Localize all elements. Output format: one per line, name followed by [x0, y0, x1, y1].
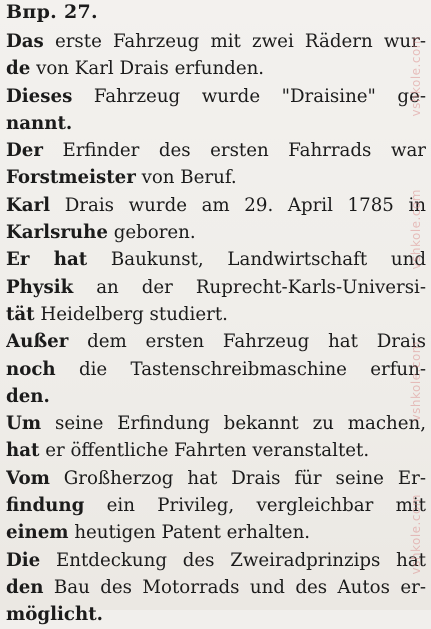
text-line: [6, 219, 426, 246]
text-line: [6, 83, 426, 110]
line-text: von Beruf.: [135, 167, 237, 189]
line-lead-word: Das: [6, 31, 44, 52]
text-line: [6, 547, 426, 574]
watermark: [401, 0, 431, 610]
line-text: erste Fahrzeug mit zwei Rädern wur-: [43, 31, 426, 52]
line-text: seine Erfindung bekannt zu machen,: [41, 413, 426, 435]
line-text: Bau des Motorrads und des Autos er-: [43, 576, 426, 598]
line-text: von Karl Drais erfunden.: [30, 58, 265, 80]
line-lead-word: de: [6, 58, 31, 80]
text-line: [6, 465, 426, 492]
text-line: [6, 492, 426, 519]
line-lead-word: möglicht.: [6, 604, 103, 626]
watermark-text: vshkole.com: [409, 493, 423, 574]
line-lead-word: Außer: [6, 331, 69, 353]
line-text: Baukunst, Landwirtschaft und: [87, 249, 426, 271]
text-line: [6, 383, 426, 410]
line-lead-word: einem: [6, 522, 69, 544]
text-line: [6, 28, 426, 55]
line-text: ein Privileg, vergleichbar mit: [84, 495, 426, 517]
line-lead-word: Um: [6, 413, 42, 435]
line-lead-word: den.: [6, 385, 50, 407]
line-lead-word: Karlsruhe: [6, 222, 108, 244]
line-text: Entdeckung des Zweiradprinzips hat: [40, 549, 426, 571]
line-lead-word: Die: [6, 549, 41, 571]
text-line: [6, 55, 426, 82]
text-line: [6, 574, 426, 601]
line-text: Heidelberg studiert.: [34, 303, 228, 325]
text-line: [6, 519, 426, 546]
line-lead-word: tät: [6, 303, 35, 325]
text-line: [6, 410, 426, 437]
text-line: [6, 328, 426, 355]
line-text: Drais wurde am 29. April 1785 in: [50, 194, 426, 216]
line-lead-word: Der: [6, 140, 43, 162]
line-lead-word: findung: [6, 495, 85, 517]
text-line: [6, 164, 426, 191]
line-lead-word: noch: [6, 358, 56, 380]
line-text: die Tastenschreibmaschine erfun-: [55, 358, 426, 380]
text-line: [6, 274, 426, 301]
line-text: geboren.: [107, 222, 196, 244]
text-line: [6, 137, 426, 164]
line-lead-word: hat: [6, 440, 40, 462]
line-text: Erfinder des ersten Fahrrads war: [42, 140, 426, 162]
exercise-text: [6, 28, 426, 629]
line-text: dem ersten Fahrzeug hat Drais: [68, 331, 426, 353]
watermark-text: vshkole.com: [409, 341, 423, 422]
exercise-title: Впр. 27.: [6, 1, 98, 23]
line-lead-word: Er hat: [6, 249, 88, 271]
line-lead-word: Physik: [6, 276, 74, 298]
line-text: er öffentliche Fahrten veranstaltet.: [39, 440, 370, 462]
text-line: [6, 246, 426, 273]
line-lead-word: den: [6, 576, 44, 598]
line-text: Großherzog hat Drais für seine Er-: [49, 467, 426, 489]
text-line: [6, 301, 426, 328]
line-lead-word: Dieses: [6, 85, 73, 107]
text-line: [6, 110, 426, 137]
watermark-text: vshkole.com: [409, 188, 423, 269]
line-lead-word: Karl: [6, 194, 51, 216]
line-lead-word: Forstmeister: [6, 167, 136, 189]
line-lead-word: nannt.: [6, 112, 73, 134]
line-lead-word: Vom: [6, 467, 50, 489]
watermark-text: vshkole.com: [409, 36, 423, 117]
text-line: [6, 192, 426, 219]
line-text: heutigen Patent erhalten.: [68, 522, 311, 544]
text-line: [6, 601, 426, 628]
text-line: [6, 437, 426, 464]
text-line: [6, 356, 426, 383]
line-text: an der Ruprecht-Karls-Universi-: [73, 276, 426, 298]
line-text: Fahrzeug wurde "Draisine" ge-: [72, 85, 426, 107]
